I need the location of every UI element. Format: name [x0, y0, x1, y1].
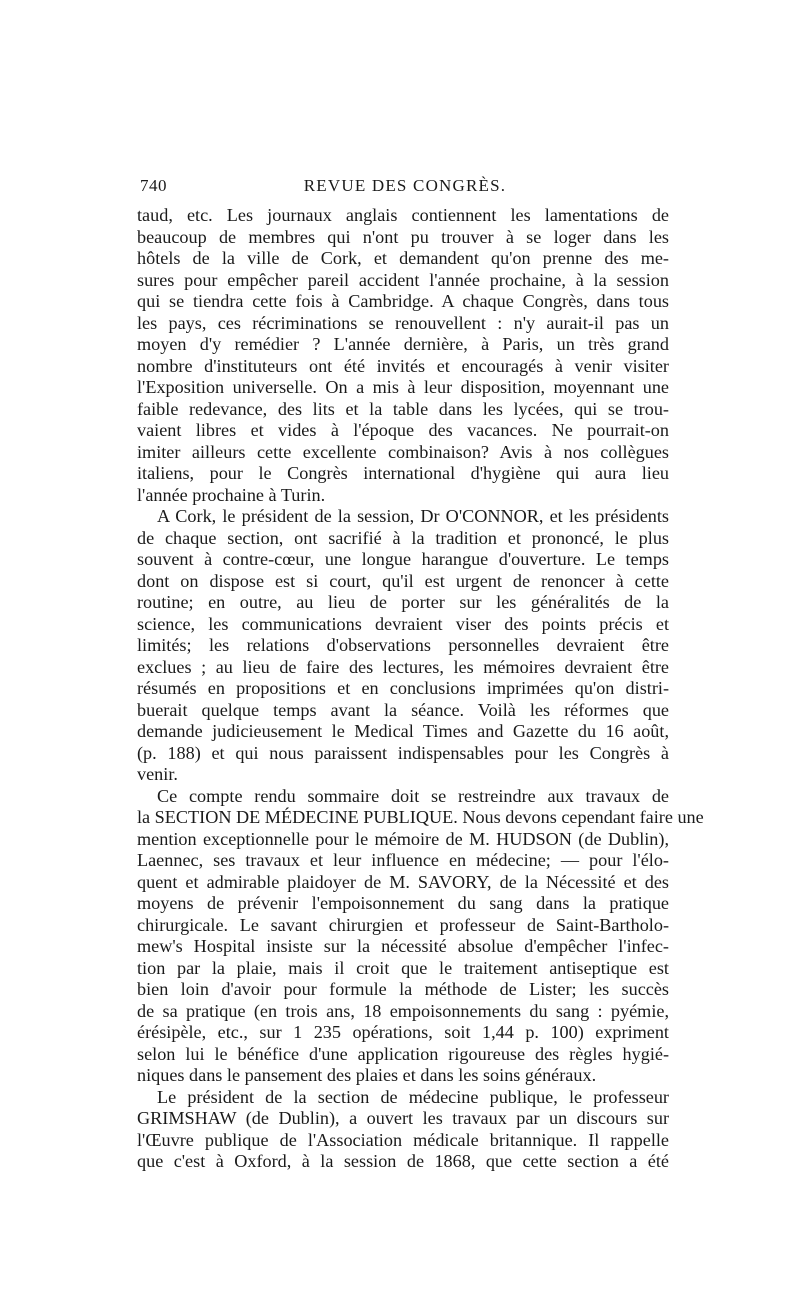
text-line: niques dans le pansement des plaies et dans les soins généraux. — [137, 1065, 597, 1085]
text-line: A Cork, le président de la session, Dr O'CONNOR, et les présidents — [157, 506, 669, 526]
text-line: érésipèle, etc., sur 1 235 opérations, soit 1,44 p. 100) expriment — [137, 1022, 669, 1042]
text-line: vaient libres et vides à l'époque des vacances. Ne pourrait-on — [137, 420, 669, 440]
text-line: buerait quelque temps avant la séance. Voilà les réformes que — [137, 699, 669, 720]
running-header — [140, 176, 670, 200]
text-line: la SECTION DE MÉDECINE PUBLIQUE. Nous devons cependant faire une — [137, 807, 704, 827]
text-line: demande judicieusement le Medical Times and Gazette du 16 août, — [137, 721, 669, 741]
text-line: (p. 188) et qui nous paraissent indispensables pour les Congrès à — [137, 742, 669, 763]
text-line: sures pour empêcher pareil accident l'année prochaine, à la session — [137, 269, 669, 290]
text-line: exclues ; au lieu de faire des lectures, les mémoires devraient être — [137, 656, 669, 677]
text-line: Le président de la section de médecine publique, le professeur — [157, 1086, 669, 1107]
text-line: mew's Hospital insiste sur la nécessité absolue d'empêcher l'infec- — [137, 936, 669, 956]
text-line: résumés en propositions et en conclusions imprimées qu'on distri- — [137, 678, 669, 698]
text-line: de chaque section, ont sacrifié à la tradition et prononcé, le plus — [137, 527, 669, 548]
text-line: l'année prochaine à Turin. — [137, 484, 326, 505]
body-text — [137, 205, 704, 1173]
text-line: venir. — [137, 764, 178, 784]
text-line: limités; les relations d'observations personnelles devraient être — [137, 635, 669, 655]
text-line: l'Exposition universelle. On a mis à leur disposition, moyennant une — [137, 377, 669, 397]
text-line: italiens, pour le Congrès international d'hygiène qui aura lieu — [137, 463, 669, 483]
text-line: tion par la plaie, mais il croit que le traitement antiseptique est — [137, 957, 669, 978]
text-line: science, les communications devraient viser des points précis et — [137, 613, 669, 634]
text-line: bien loin d'avoir pour formule la méthode de Lister; les succès — [137, 979, 669, 999]
text-line: que c'est à Oxford, à la session de 1868, que cette section a été — [137, 1151, 669, 1171]
text-line: mention exceptionnelle pour le mémoire de M. HUDSON (de Dublin), — [137, 828, 669, 849]
text-line: les pays, ces récriminations se renouvellent : n'y aurait-il pas un — [137, 312, 669, 333]
text-line: de sa pratique (en trois ans, 18 empoisonnements du sang : pyémie, — [137, 1000, 669, 1021]
text-line: dont on dispose est si court, qu'il est urgent de renoncer à cette — [137, 570, 669, 591]
text-line: l'Œuvre publique de l'Association médicale britannique. Il rappelle — [137, 1129, 669, 1150]
text-line: qui se tiendra cette fois à Cambridge. A chaque Congrès, dans tous — [137, 291, 669, 311]
text-line: chirurgicale. Le savant chirurgien et professeur de Saint-Bartholo- — [137, 914, 669, 935]
text-line: imiter ailleurs cette excellente combinaison? Avis à nos collègues — [137, 441, 669, 462]
text-line: routine; en outre, au lieu de porter sur les généralités de la — [137, 592, 669, 612]
text-line: nombre d'instituteurs ont été invités et encouragés à venir visiter — [137, 355, 669, 376]
text-line: taud, etc. Les journaux anglais contiennent les lamentations de — [137, 205, 669, 225]
text-line: moyen d'y remédier ? L'année dernière, à Paris, un très grand — [137, 334, 669, 354]
text-line: souvent à contre-cœur, une longue harangue d'ouverture. Le temps — [137, 549, 669, 569]
text-line: faible redevance, des lits et la table dans les lycées, qui se trou- — [137, 398, 669, 419]
text-line: Ce compte rendu sommaire doit se restreindre aux travaux de — [157, 785, 669, 806]
text-line: hôtels de la ville de Cork, et demandent qu'on prenne des me- — [137, 248, 669, 268]
text-line: GRIMSHAW (de Dublin), a ouvert les travaux par un discours sur — [137, 1108, 669, 1128]
text-line: beaucoup de membres qui n'ont pu trouver à se loger dans les — [137, 226, 669, 247]
running-title: REVUE DES CONGRÈS. — [303, 176, 507, 195]
text-line: quent et admirable plaidoyer de M. SAVORY, de la Nécessité et des — [137, 871, 669, 892]
page-number: 740 — [140, 176, 167, 195]
text-line: selon lui le bénéfice d'une application rigoureuse des règles hygié- — [137, 1043, 669, 1064]
text-line: Laennec, ses travaux et leur influence en médecine; — pour l'élo- — [137, 850, 669, 870]
text-line: moyens de prévenir l'empoisonnement du sang dans la pratique — [137, 893, 669, 913]
